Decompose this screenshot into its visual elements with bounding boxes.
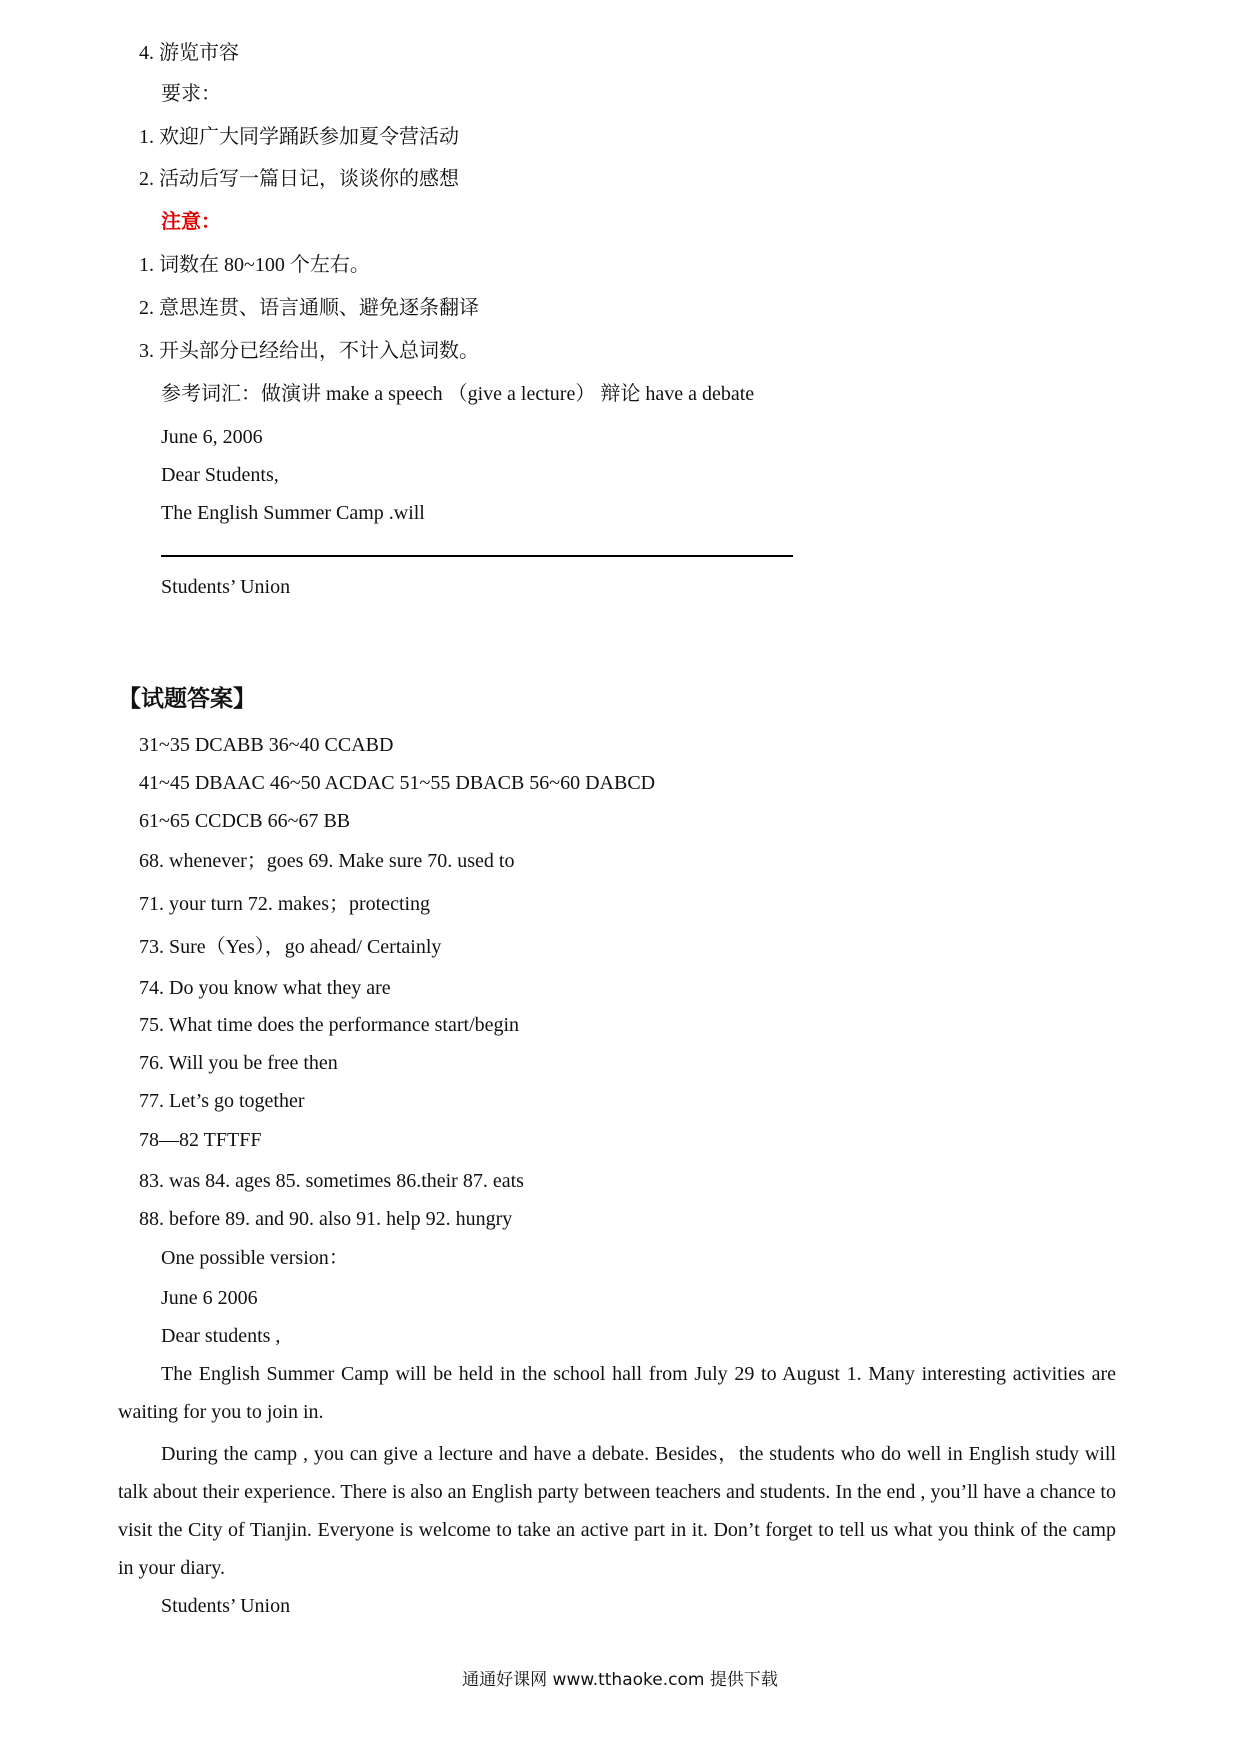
version-label: One possible version： xyxy=(161,1247,349,1269)
answer-line: 88. before 89. and 90. also 91. help 92. hungry xyxy=(139,1208,513,1230)
answer-line: 74. Do you know what they are xyxy=(139,977,391,999)
note-2: 2. 意思连贯、语言通顺、避免逐条翻译 xyxy=(139,297,479,319)
writing-line xyxy=(161,555,793,557)
letter-greeting: Dear Students, xyxy=(161,464,279,486)
item-4: 4. 游览市容 xyxy=(139,42,239,64)
vocabulary: 参考词汇：做演讲 make a speech （give a lecture） 辩论 have a debate xyxy=(161,383,755,405)
answer-line: 77. Let’s go together xyxy=(139,1090,305,1112)
sample-paragraph-1: The English Summer Camp will be held in the school hall from July 29 to August 1. Many interesting activities are waiting for you to join in. xyxy=(118,1363,1116,1423)
note-1: 1. 词数在 80~100 个左右。 xyxy=(139,254,370,276)
sample-signature: Students’ Union xyxy=(161,1595,291,1617)
answers-heading: 【试题答案】 xyxy=(118,686,256,711)
answer-line: 68. whenever；goes 69. Make sure 70. used to xyxy=(139,850,515,872)
answer-line: 78—82 TFTFF xyxy=(139,1129,262,1151)
answer-line: 41~45 DBAAC 46~50 ACDAC 51~55 DBACB 56~60 DABCD xyxy=(139,772,656,794)
sample-greeting: Dear students , xyxy=(161,1325,281,1347)
answer-line: 61~65 CCDCB 66~67 BB xyxy=(139,810,351,832)
answer-line: 71. your turn 72. makes；protecting xyxy=(139,893,431,915)
answer-line: 76. Will you be free then xyxy=(139,1052,338,1074)
sample-date: June 6 2006 xyxy=(161,1287,258,1309)
note-label: 注意： xyxy=(161,211,221,233)
answer-line: 83. was 84. ages 85. sometimes 86.their 87. eats xyxy=(139,1170,524,1192)
page-footer: 通通好课网 www.tthaoke.com 提供下载 xyxy=(462,1670,778,1690)
letter-signature: Students’ Union xyxy=(161,576,291,598)
letter-date: June 6, 2006 xyxy=(161,426,263,448)
letter-opening: The English Summer Camp .will xyxy=(161,502,425,524)
requirements-label: 要求： xyxy=(161,83,221,105)
answer-line: 73. Sure（Yes），go ahead/ Certainly xyxy=(139,936,442,958)
requirement-2: 2. 活动后写一篇日记，谈谈你的感想 xyxy=(139,168,459,190)
note-3: 3. 开头部分已经给出，不计入总词数。 xyxy=(139,340,479,362)
answer-line: 75. What time does the performance start/begin xyxy=(139,1014,520,1036)
requirement-1: 1. 欢迎广大同学踊跃参加夏令营活动 xyxy=(139,126,459,148)
answer-line: 31~35 DCABB 36~40 CCABD xyxy=(139,734,394,756)
sample-paragraph-2: During the camp , you can give a lecture and have a debate. Besides，the students who do well in English study will talk about their experience. There is also an English party between teachers and students. In the end , you’ll have a chance to visit the City of Tianjin. Everyone is welcome to take an active part in it. Don’t forget to tell us what you think of the camp in your diary. xyxy=(118,1443,1116,1579)
